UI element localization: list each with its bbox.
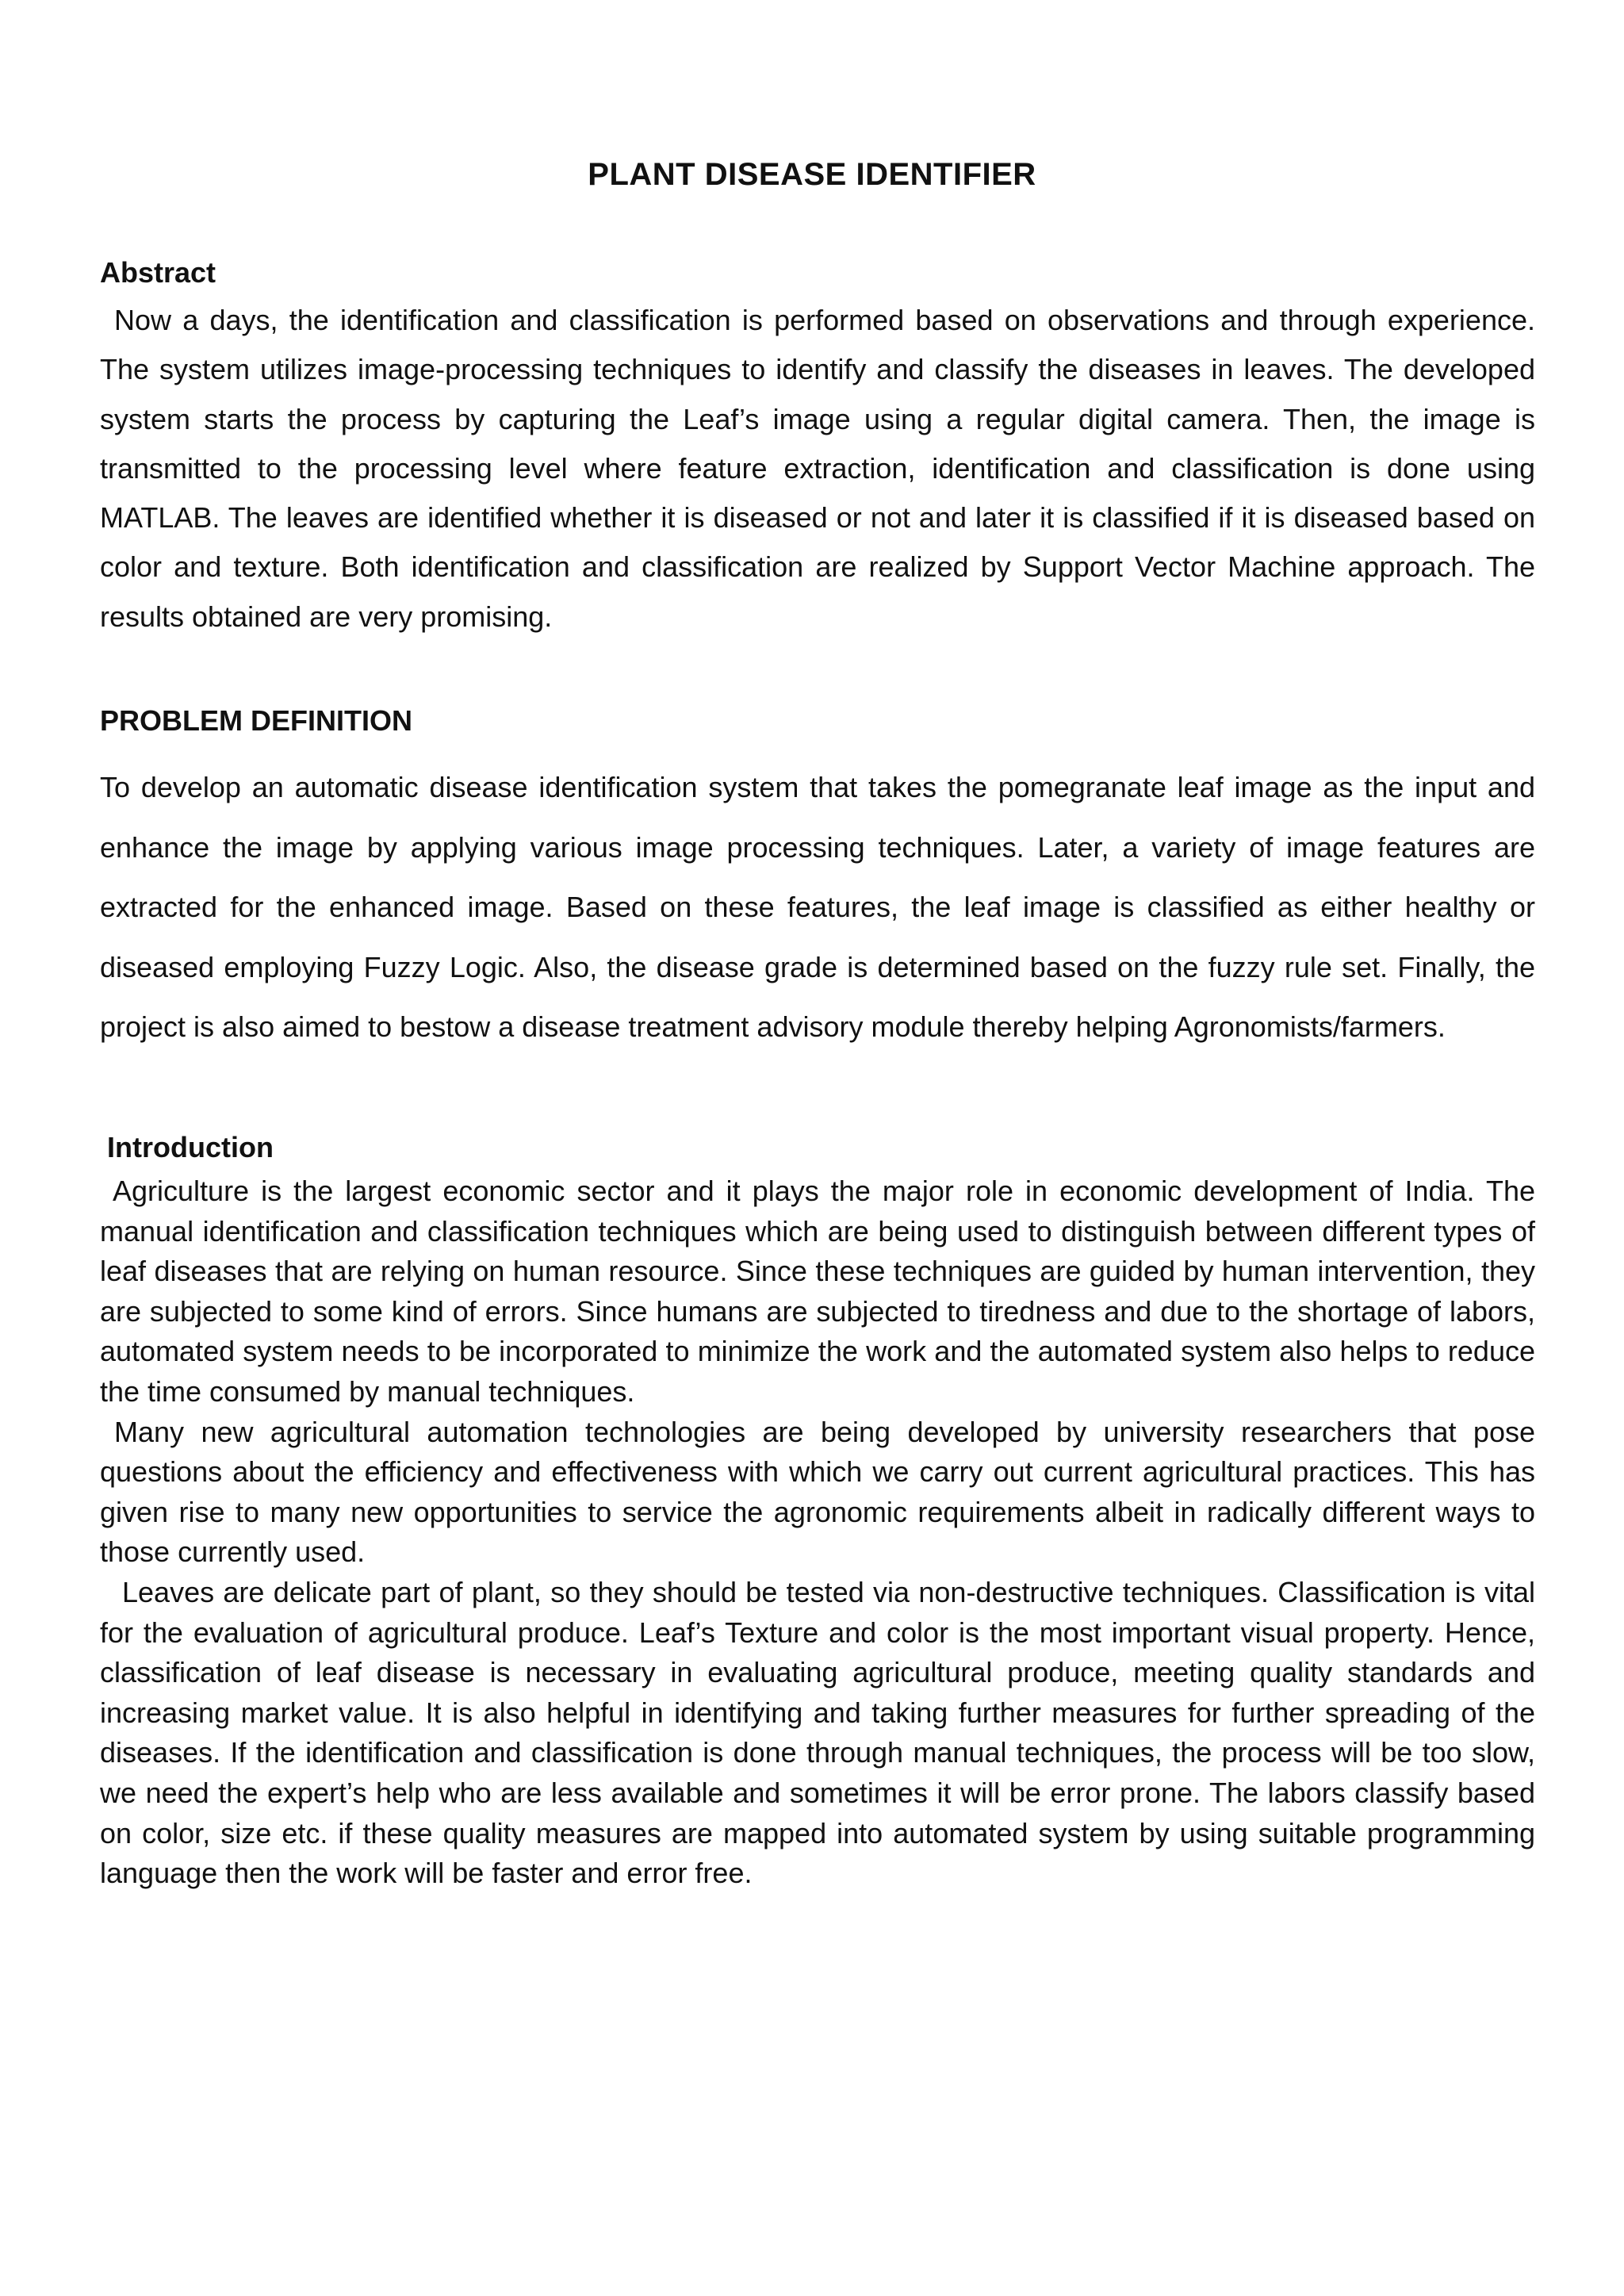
introduction-paragraph-3: Leaves are delicate part of plant, so they should be tested via non-destructive techniques. Classification is vital for the evaluation of agricultural produce. Leaf’s Texture and color is the most important visual property. Hence, classification of leaf disease is necessary in evaluating agricultural produce, meeting quality standards and increasing market value. It is also helpful in identifying and taking further measures for further spreading of the diseases. If the identification and classification is done through manual techniques, the process will be too slow, we need the expert’s help who are less available and sometimes it will be error prone. The labors classify based on color, size etc. if these quality measures are mapped into automated system by using suitable programming language then the work will be faster and error free. xyxy=(100,1575,1535,1890)
introduction-body xyxy=(100,1171,1535,1894)
abstract-heading: Abstract xyxy=(100,256,216,289)
document-title: PLANT DISEASE IDENTIFIER xyxy=(588,157,1036,192)
introduction-heading: Introduction xyxy=(107,1131,274,1163)
abstract-paragraph: Now a days, the identification and classification is performed based on observations and through experience. The system utilizes image-processing techniques to identify and classify the diseases in leaves. The developed system starts the process by capturing the Leaf’s image using a regular digital camera. Then, the image is transmitted to the processing level where feature extraction, identification and classification is done using MATLAB. The leaves are identified whether it is diseased or not and later it is classified if it is diseased based on color and texture. Both identification and classification are realized by Support Vector Machine approach. The results obtained are very promising. xyxy=(100,304,1535,633)
introduction-paragraph-2: Many new agricultural automation technologies are being developed by university researchers that pose questions about the efficiency and effectiveness with which we carry out current agricultural practices. This has given rise to many new opportunities to service the agronomic requirements albeit in radically different ways to those currently used. xyxy=(100,1415,1535,1569)
introduction-paragraph-1: Agriculture is the largest economic sector and it plays the major role in economic development of India. The manual identification and classification techniques which are being used to distinguish between different types of leaf diseases that are relying on human resource. Since these techniques are guided by human intervention, they are subjected to some kind of errors. Since humans are subjected to tiredness and due to the shortage of labors, automated system needs to be incorporated to minimize the work and the automated system also helps to reduce the time consumed by manual techniques. xyxy=(100,1175,1535,1408)
problem-definition-heading: PROBLEM DEFINITION xyxy=(100,704,412,737)
problem-definition-paragraph: To develop an automatic disease identification system that takes the pomegranate leaf image as the input and enhance the image by applying various image processing techniques. Later, a variety of image features are extracted for the enhanced image. Based on these features, the leaf image is classified as either healthy or diseased employing Fuzzy Logic. Also, the disease grade is determined based on the fuzzy rule set. Finally, the project is also aimed to bestow a disease treatment advisory module thereby helping Agronomists/farmers. xyxy=(100,771,1535,1044)
